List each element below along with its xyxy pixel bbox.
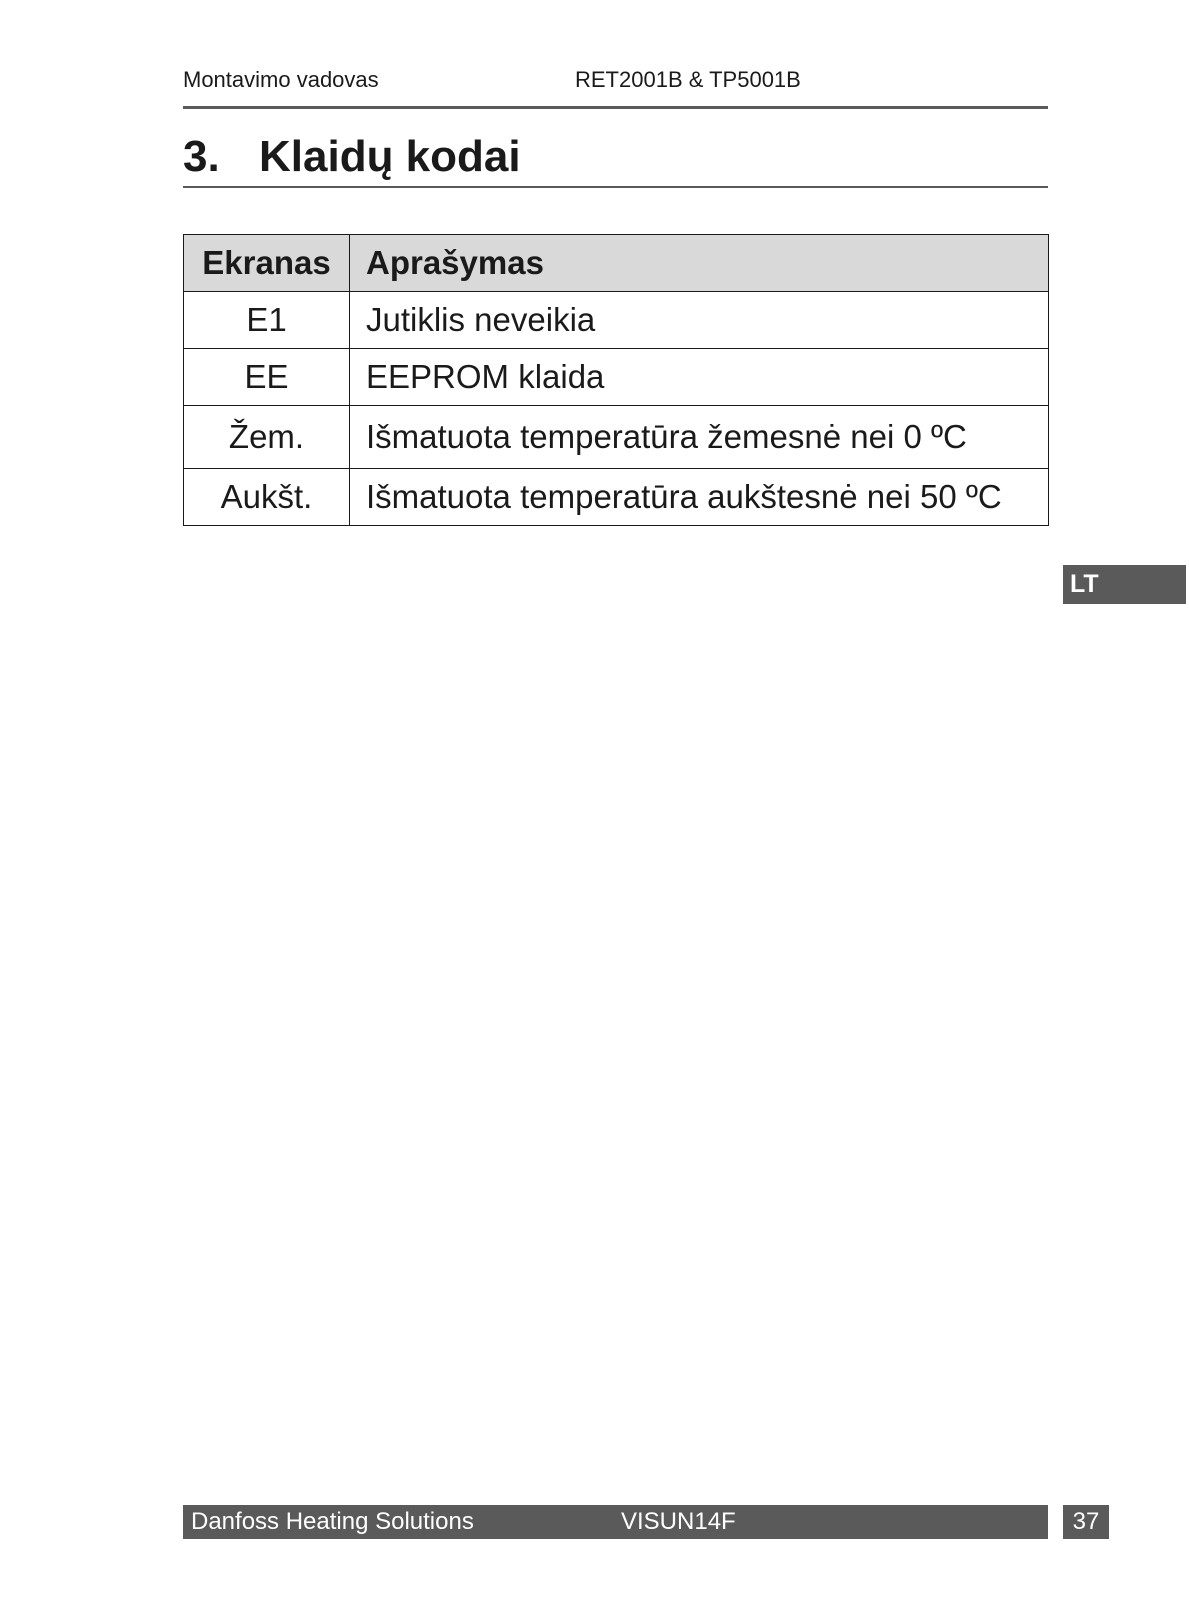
error-code-cell: EE xyxy=(184,349,350,406)
column-header-description: Aprašymas xyxy=(350,235,1049,292)
error-description-cell: Išmatuota temperatūra žemesnė nei 0 ºC xyxy=(350,406,1049,469)
footer-bar xyxy=(183,1505,1048,1539)
error-code-cell: Aukšt. xyxy=(184,469,350,526)
language-tab: LT xyxy=(1063,565,1186,604)
header-doc-title: Montavimo vadovas xyxy=(183,67,379,92)
error-description-cell: Jutiklis neveikia xyxy=(350,292,1049,349)
table-header-row xyxy=(184,235,1049,292)
section-heading xyxy=(183,130,521,184)
error-codes-table xyxy=(183,234,1049,526)
page-number: 37 xyxy=(1063,1505,1109,1539)
section-divider xyxy=(183,186,1048,188)
error-description-cell: Išmatuota temperatūra aukštesnė nei 50 ºC xyxy=(350,469,1049,526)
section-number: 3. xyxy=(183,132,220,181)
header-divider xyxy=(183,106,1048,109)
section-title: Klaidų kodai xyxy=(259,132,521,181)
table-row xyxy=(184,349,1049,406)
table-row xyxy=(184,406,1049,469)
table-row xyxy=(184,469,1049,526)
column-header-screen: Ekranas xyxy=(184,235,350,292)
footer-document-code: VISUN14F xyxy=(621,1508,736,1535)
header-product-models: RET2001B & TP5001B xyxy=(575,67,801,92)
error-code-cell: Žem. xyxy=(184,406,350,469)
error-description-cell: EEPROM klaida xyxy=(350,349,1049,406)
error-code-cell: E1 xyxy=(184,292,350,349)
table-row xyxy=(184,292,1049,349)
footer-company: Danfoss Heating Solutions xyxy=(191,1508,474,1535)
